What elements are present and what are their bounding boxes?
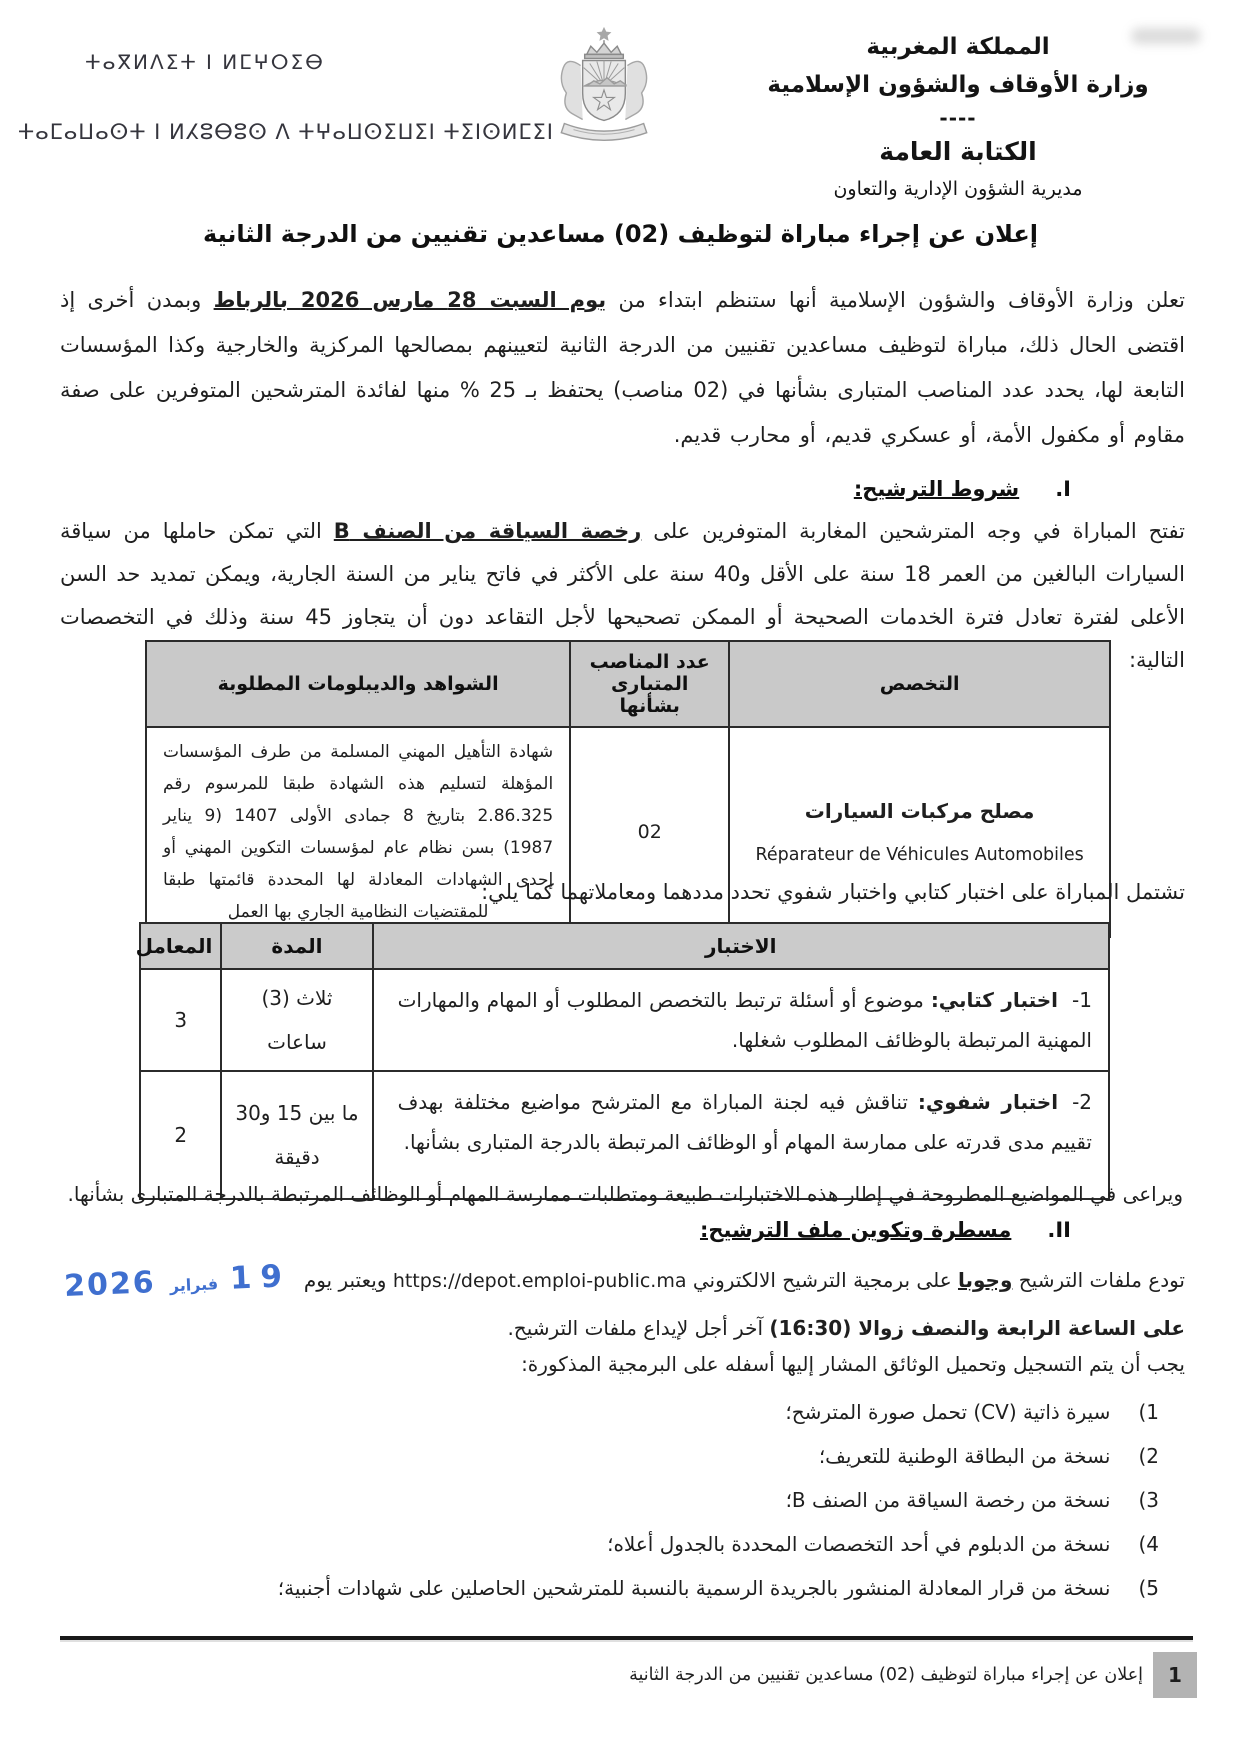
intro-text-after: وبمدن أخرى إذ اقتضى الحال ذلك، مباراة لتوظيف مساعدين تقنيين من الدرجة الثانية لتعيينهم بمصالحها المركزية والخارجية وكذا المؤسسات التابعة لها، يحدد عدد المناصب المتبارى بشأنها في (02 مناصب) يحتفظ بـ 25 % منها لفائدة المترشحين المتوفرين على صفة مقاوم أو مكفول الأمة، أو عسكري قديم، أو محارب قديم. [60, 288, 1186, 447]
oral-exam-label: اختبار شفوي: [917, 1090, 1059, 1114]
page-title: إعلان عن إجراء مباراة لتوظيف (02) مساعدين تقنيين من الدرجة الثانية [203, 220, 1038, 248]
section-2-number: II. [1047, 1218, 1071, 1242]
footer-divider [60, 1636, 1193, 1640]
exam-date-highlight: يوم السبت 28 مارس 2026 بالرباط [213, 288, 607, 312]
specialty-french: Réparateur de Véhicules Automobiles [755, 845, 1084, 865]
oral-exam-coefficient: 2 [140, 1071, 221, 1199]
general-secretariat: الكتابة العامة [879, 137, 1037, 166]
section-2-heading [700, 1218, 1071, 1242]
col-coefficient: المعامل [140, 923, 221, 969]
positions-cell: 02 [570, 727, 729, 937]
deadline-line [56, 1306, 1185, 1350]
list-item: 1)سيرة ذاتية (CV) تحمل صورة المترشح؛ [785, 1400, 1159, 1424]
documents-intro: يجب أن يتم التسجيل وتحميل الوثائق المشار إليها أسفله على البرمجية المذكورة: [521, 1352, 1185, 1376]
specialty-table-row [146, 727, 1110, 937]
list-item: 3)نسخة من رخصة السياقة من الصنف B؛ [785, 1488, 1159, 1512]
conditions-after: التي تمكن حاملها من سياقة السيارات البالغين من العمر 18 سنة على الأقل و40 سنة على الأكثر في فاتح يناير من السنة الجارية، ويمكن تمديد حد السن الأعلى لفترة تعادل فترة الخدمات الصحيحة أو الممكن تصحيحها لأجل التقاعد دون أن يتجاوز 45 سنة وذلك في التخصصات التالية: [60, 519, 1186, 672]
conditions-before: تفتح المباراة في وجه المترشحين المغاربة المتوفرين على [641, 519, 1185, 543]
written-exam-coefficient: 3 [140, 969, 221, 1071]
page-number-badge: 1 [1153, 1652, 1197, 1698]
credentials-cell: شهادة التأهيل المهني المسلمة من طرف المؤسسات المؤهلة لتسليم هذه الشهادة طبقا للمرسوم رقم 2.86.325 بتاريخ 8 جمادى الأولى 1407 (9 يناير 1987) بسن نظام عام لمؤسسات التكوين المهني أو إحدى الشهادات المعادلة لها المحددة قائمتها طبقا للمقتضيات النظامية الجاري بها العمل [146, 727, 570, 937]
col-exam: الاختبار [373, 923, 1109, 969]
section-1-number: I. [1055, 477, 1071, 501]
directorate-name: مديرية الشؤون الإدارية والتعاون [833, 178, 1083, 200]
deadline-rest: آخر أجل لإيداع ملفات الترشيح. [507, 1316, 770, 1340]
exam-note: ويراعى في المواضيع المطروحة في إطار هذه الاختبارات طبيعة ومتطلبات ممارسة المهام أو الوظائف المرتبطة بالدرجة المتبارى بشأنها. [67, 1182, 1183, 1206]
exam-table [135, 922, 1110, 1200]
list-item: 4)نسخة من الدبلوم في أحد التخصصات المحددة بالجدول أعلاه؛ [607, 1532, 1159, 1556]
intro-paragraph [60, 278, 1185, 458]
submission-line [20, 1252, 1185, 1307]
footer [629, 1652, 1197, 1698]
exam-table-header-row [140, 923, 1109, 969]
stamp-year: 2026 [63, 1264, 157, 1304]
col-specialty: التخصص [729, 641, 1110, 727]
specialty-cell [729, 727, 1110, 937]
submission-middle: على برمجية الترشيح الالكتروني [686, 1268, 958, 1292]
col-positions: عدد المناصب المتبارى بشأنها [570, 641, 729, 727]
tifinagh-ministry-line: ⵜⴰⵎⴰⵡⴰⵙⵜ ⵏ ⵍⵃⵓⴱⵓⵙ ⴷ ⵜⵖⴰⵡⵙⵉⵡⵉⵏ ⵜⵉⵏⵙⵍⵎⵉⵏ [18, 120, 554, 144]
section-2-label: مسطرة وتكوين ملف الترشيح: [699, 1218, 1012, 1242]
oral-exam-desc: تناقش فيه لجنة المباراة مع المترشح مواضيع مختلفة بهدف تقييم مدى قدرته على ممارسة المهام أو الوظائف المرتبطة بالدرجة المتبارى بشأنها. [397, 1090, 1092, 1154]
driving-license-highlight: رخصة السياقة من الصنف B [333, 519, 642, 543]
submission-after-url: ويعتبر يوم [297, 1268, 393, 1292]
written-exam-row [140, 969, 1109, 1071]
mandatory-highlight: وجوبا [957, 1268, 1013, 1292]
written-exam-duration: ثلاث (3) ساعات [221, 969, 372, 1071]
intro-text-before: تعلن وزارة الأوقاف والشؤون الإسلامية أنها ستنظم ابتداء من [606, 288, 1185, 312]
documents-list [40, 1392, 1159, 1612]
col-credentials: الشواهد والديبلومات المطلوبة [146, 641, 570, 727]
letterhead-separator: ---- [939, 106, 977, 130]
col-duration: المدة [221, 923, 372, 969]
written-exam-desc: موضوع أو أسئلة ترتبط بالتخصص المطلوب أو المهام والمهارات المهنية المرتبطة بالوظائف المطلوب شغلها. [397, 988, 1092, 1052]
application-portal-url: https://depot.emploi-public.ma [392, 1270, 687, 1292]
ministry-name: وزارة الأوقاف والشؤون الإسلامية [767, 72, 1149, 98]
kingdom-name: المملكة المغربية [866, 34, 1050, 60]
stamp-day: 19 [229, 1258, 293, 1297]
submission-before: تودع ملفات الترشيح [1012, 1268, 1185, 1292]
section-1-heading [854, 477, 1071, 501]
footer-title: إعلان عن إجراء مباراة لتوظيف (02) مساعدين تقنيين من الدرجة الثانية [629, 1665, 1143, 1685]
written-exam-cell [373, 969, 1109, 1071]
specialty-arabic: مصلح مركبات السيارات [804, 799, 1035, 823]
list-item: 5)نسخة من قرار المعادلة المنشور بالجريدة الرسمية بالنسبة للمترشحين الحاصلين على شهادات أجنبية؛ [277, 1576, 1159, 1600]
specialty-table-header-row [146, 641, 1110, 727]
oral-exam-cell [373, 1071, 1109, 1199]
tifinagh-kingdom-line: ⵜⴰⴳⵍⴷⵉⵜ ⵏ ⵍⵎⵖⵔⵉⴱ [85, 50, 325, 74]
oral-exam-number: 2- [1072, 1090, 1093, 1114]
written-exam-label: اختبار كتابي: [930, 988, 1059, 1012]
exams-intro: تشتمل المباراة على اختبار كتابي واختبار شفوي تحدد مددهما ومعاملاتهما كما يلي: [481, 880, 1185, 904]
letterhead [733, 28, 1183, 206]
list-item: 2)نسخة من البطاقة الوطنية للتعريف؛ [818, 1444, 1159, 1468]
deadline-time: على الساعة الرابعة والنصف زوالا (16:30) [769, 1316, 1185, 1340]
coat-of-arms-icon [543, 24, 665, 160]
written-exam-number: 1- [1072, 988, 1092, 1012]
oral-exam-duration: ما بين 15 و30 دقيقة [221, 1071, 372, 1199]
oral-exam-row [140, 1071, 1109, 1199]
stamp-month: فبراير [169, 1274, 219, 1296]
section-1-label: شروط الترشيح: [853, 477, 1020, 501]
